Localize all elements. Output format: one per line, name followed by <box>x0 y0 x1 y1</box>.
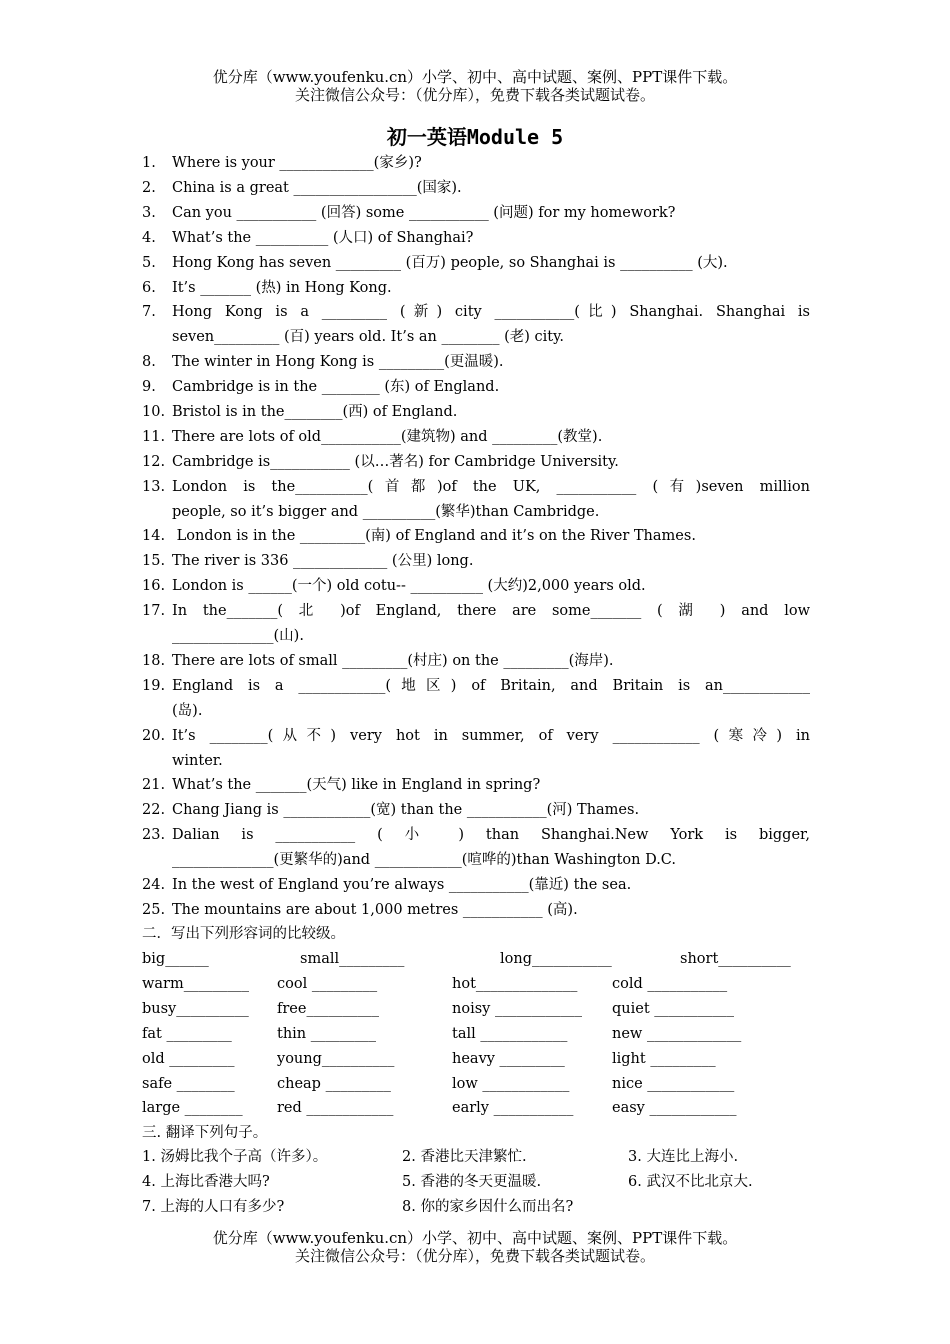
question-2 <box>142 177 810 199</box>
question-25 <box>142 899 810 921</box>
question-text: Can you ___________ (回答) some ___________ (问题) for my homework? <box>172 205 676 221</box>
question-number: 10. <box>142 404 166 420</box>
question-number: 22. <box>142 802 166 818</box>
question-number: 11. <box>142 429 166 445</box>
question-12 <box>142 451 810 473</box>
question-9 <box>142 376 810 398</box>
adjective-item: low ____________ <box>452 1076 570 1092</box>
translation-item: 5. 香港的冬天更温暖. <box>402 1174 542 1190</box>
question-number: 17. <box>142 603 166 619</box>
question-text: London is the__________(首都)of the UK, ___________ (有)seven million <box>172 479 810 495</box>
translation-item: 7. 上海的人口有多少? <box>142 1199 285 1215</box>
adjective-item: easy ____________ <box>612 1100 737 1116</box>
question-21 <box>142 774 810 796</box>
question-8 <box>142 351 810 373</box>
question-number: 12. <box>142 454 166 470</box>
question-text: England is a ____________(地区) of Britain, and Britain is an____________ <box>172 678 810 694</box>
question-10 <box>142 401 810 423</box>
question-14 <box>142 525 810 547</box>
question-text: There are lots of small _________(村庄) on the _________(海岸). <box>172 653 614 669</box>
question-number: 15. <box>142 553 166 569</box>
adjective-item: cheap _________ <box>277 1076 391 1092</box>
adjective-item: early ___________ <box>452 1100 574 1116</box>
adjective-item: busy__________ <box>142 1001 249 1017</box>
adjective-item: young__________ <box>277 1051 395 1067</box>
question-text: It’s _______ (热) in Hong Kong. <box>172 280 392 296</box>
question-text: Cambridge is___________ (以…著名) for Cambridge University. <box>172 454 619 470</box>
question-24 <box>142 874 810 896</box>
question-number: 6. <box>142 280 156 296</box>
question-text: The winter in Hong Kong is _________(更温暖). <box>172 354 504 370</box>
adjective-item: thin _________ <box>277 1026 377 1042</box>
question-1 <box>142 152 810 174</box>
question-number: 5. <box>142 255 156 271</box>
question-number: 3. <box>142 205 156 221</box>
adjective-item: free__________ <box>277 1001 379 1017</box>
question-7-continued: seven_________ (百) years old. It’s an ________ (老) city. <box>172 329 564 345</box>
question-number: 16. <box>142 578 166 594</box>
question-17-continued: ______________(山). <box>172 628 304 644</box>
question-number: 7. <box>142 304 156 320</box>
adjective-item: warm_________ <box>142 976 249 992</box>
question-13-continued: people, so it’s bigger and __________(繁华)than Cambridge. <box>172 504 600 520</box>
question-4 <box>142 227 810 249</box>
question-text: London is in the _________(南) of England and it’s on the River Thames. <box>172 528 696 544</box>
question-13 <box>142 476 810 498</box>
question-19-continued: (岛). <box>172 703 203 719</box>
adjective-item: red ____________ <box>277 1100 394 1116</box>
adjective-item: big______ <box>142 951 209 967</box>
question-text: What’s the __________ (人口) of Shanghai? <box>172 230 474 246</box>
question-20-continued: winter. <box>172 753 223 769</box>
question-number: 24. <box>142 877 166 893</box>
adjective-item: long___________ <box>500 951 612 967</box>
question-16 <box>142 575 810 597</box>
page-title: 初一英语Module 5 <box>386 125 564 149</box>
footer-line-1: 优分库（www.youfenku.cn）小学、初中、高中试题、案例、PPT课件下载。 <box>212 1229 738 1247</box>
adjective-item: new _____________ <box>612 1026 742 1042</box>
question-22 <box>142 799 810 821</box>
question-number: 21. <box>142 777 166 793</box>
question-19 <box>142 675 810 697</box>
header-line-1: 优分库（www.youfenku.cn）小学、初中、高中试题、案例、PPT课件下载。 <box>212 68 738 86</box>
adjective-item: noisy ____________ <box>452 1001 582 1017</box>
question-text: Dalian is ___________ ( 小 ) than Shanghai.New York is bigger, <box>172 827 810 843</box>
adjective-item: quiet ___________ <box>612 1001 735 1017</box>
question-number: 19. <box>142 678 166 694</box>
translation-item: 3. 大连比上海小. <box>628 1149 739 1165</box>
question-text: Where is your _____________(家乡)? <box>172 155 422 171</box>
question-text: The river is 336 _____________ (公里) long. <box>172 553 474 569</box>
question-text: London is ______(一个) old cotu-- __________ (大约)2,000 years old. <box>172 578 646 594</box>
translation-item: 2. 香港比天津繁忙. <box>402 1149 527 1165</box>
question-text: There are lots of old___________(建筑物) and _________(教堂). <box>172 429 603 445</box>
question-text: Hong Kong has seven _________ (百万) people, so Shanghai is __________ (大). <box>172 255 728 271</box>
question-number: 20. <box>142 728 166 744</box>
question-20 <box>142 725 810 747</box>
question-text: China is a great _________________(国家). <box>172 180 462 196</box>
question-text: In the west of England you’re always ___________(靠近) the sea. <box>172 877 632 893</box>
question-7 <box>142 301 810 323</box>
question-number: 1. <box>142 155 156 171</box>
question-17 <box>142 600 810 622</box>
adjective-item: short__________ <box>680 951 791 967</box>
header-line-2: 关注微信公众号：（优分库），免费下载各类试题试卷。 <box>294 86 655 104</box>
question-23 <box>142 824 810 846</box>
adjective-item: safe ________ <box>142 1076 235 1092</box>
question-number: 23. <box>142 827 166 843</box>
question-number: 9. <box>142 379 156 395</box>
adjective-item: tall ____________ <box>452 1026 568 1042</box>
question-number: 8. <box>142 354 156 370</box>
adjective-item: cool _________ <box>277 976 378 992</box>
adjective-item: cold ___________ <box>612 976 728 992</box>
question-number: 2. <box>142 180 156 196</box>
footer-line-2: 关注微信公众号：（优分库），免费下载各类试题试卷。 <box>294 1247 655 1265</box>
question-5 <box>142 252 810 274</box>
question-text: In the_______( 北 )of England, there are some_______ ( 湖 ) and low <box>172 603 810 619</box>
adjective-item: fat _________ <box>142 1026 232 1042</box>
question-6 <box>142 277 810 299</box>
adjective-item: heavy _________ <box>452 1051 565 1067</box>
question-text: The mountains are about 1,000 metres ___________ (高). <box>172 902 578 918</box>
question-text: It’s ________(从不) very hot in summer, of very ____________ (寒冷) in <box>172 728 810 744</box>
question-number: 18. <box>142 653 166 669</box>
question-11 <box>142 426 810 448</box>
question-number: 13. <box>142 479 166 495</box>
question-text: Hong Kong is a _________ (新) city ___________(比) Shanghai. Shanghai is <box>172 304 810 320</box>
translation-item: 1. 汤姆比我个子高（许多）。 <box>142 1149 328 1165</box>
translation-item: 8. 你的家乡因什么而出名? <box>402 1199 574 1215</box>
question-text: Chang Jiang is ____________(宽) than the ___________(河) Thames. <box>172 802 640 818</box>
section2-title: 二．写出下列形容词的比较级。 <box>142 926 345 942</box>
question-3 <box>142 202 810 224</box>
adjective-item: old _________ <box>142 1051 235 1067</box>
question-number: 4. <box>142 230 156 246</box>
section3-title: 三. 翻译下列句子。 <box>142 1125 268 1141</box>
question-number: 14. <box>142 528 166 544</box>
adjective-item: light _________ <box>612 1051 716 1067</box>
question-23-continued: ______________(更繁华的)and ____________(喧哗的)than Washington D.C. <box>172 852 676 868</box>
question-15 <box>142 550 810 572</box>
question-18 <box>142 650 810 672</box>
adjective-item: hot______________ <box>452 976 578 992</box>
question-number: 25. <box>142 902 166 918</box>
question-text: What’s the _______(天气) like in England in spring? <box>172 777 541 793</box>
translation-item: 6. 武汉不比北京大. <box>628 1174 753 1190</box>
adjective-item: nice ____________ <box>612 1076 735 1092</box>
adjective-item: small_________ <box>300 951 405 967</box>
adjective-item: large ________ <box>142 1100 243 1116</box>
question-text: Cambridge is in the ________ (东) of England. <box>172 379 500 395</box>
question-text: Bristol is in the________(西) of England. <box>172 404 458 420</box>
translation-item: 4. 上海比香港大吗? <box>142 1174 270 1190</box>
